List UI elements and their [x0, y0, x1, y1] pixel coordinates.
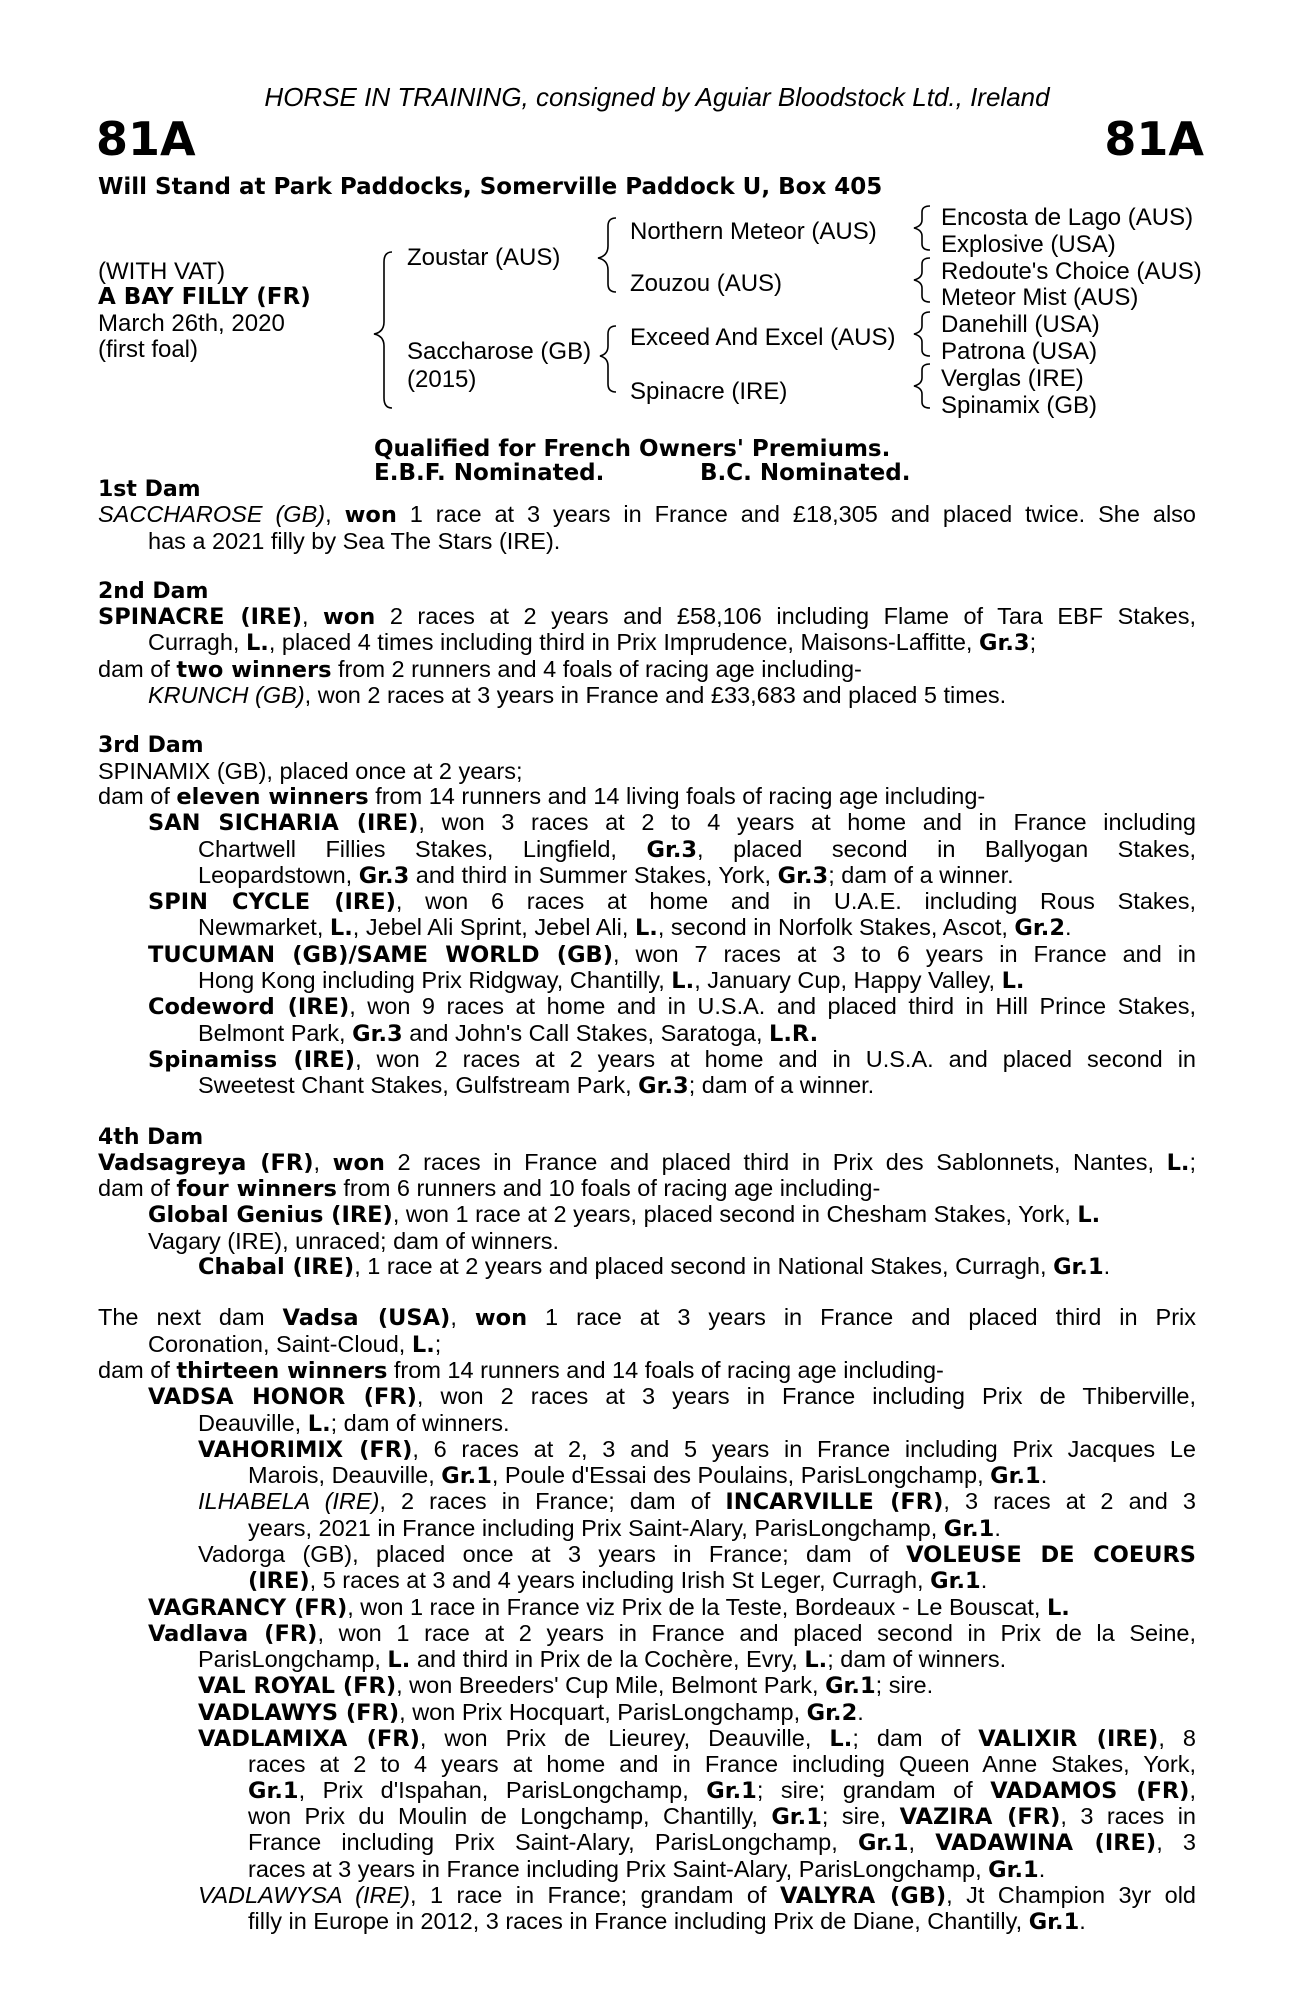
pedigree-sire: Zoustar (AUS) — [407, 244, 561, 271]
catalogue-line: Global Genius (IRE), won 1 race at 2 years, placed second in Chesham Stakes, York, L. — [148, 1201, 1101, 1229]
section-heading: 1st Dam — [98, 477, 201, 502]
catalogue-line: years, 2021 in France including Prix Saint-Alary, ParisLongchamp, Gr.1. — [248, 1514, 1001, 1542]
qualification-bc: B.C. Nominated. — [700, 460, 911, 486]
catalogue-line: dam of four winners from 6 runners and 10 foals of racing age including- — [98, 1175, 881, 1203]
catalogue-line: SAN SICHARIA (IRE), won 3 races at 2 to 4 years at home and in France including — [148, 809, 1196, 837]
catalogue-page-body — [98, 477, 1196, 1935]
catalogue-line: Marois, Deauville, Gr.1, Poule d'Essai des Poulains, ParisLongchamp, Gr.1. — [248, 1462, 1048, 1490]
catalogue-line: VAGRANCY (FR), won 1 race in France viz Prix de la Teste, Bordeaux - Le Bouscat, L. — [148, 1593, 1070, 1621]
catalogue-line: filly in Europe in 2012, 3 races in France including Prix de Diane, Chantilly, Gr.1. — [248, 1908, 1086, 1936]
catalogue-line: VADLAMIXA (FR), won Prix de Lieurey, Deauville, L.; dam of VALIXIR (IRE), 8 — [198, 1725, 1196, 1753]
catalogue-line: Vadsagreya (FR), won 2 races in France and placed third in Prix des Sablonnets, Nantes, L.; — [98, 1148, 1196, 1176]
catalogue-line: won Prix du Moulin de Longchamp, Chantilly, Gr.1; sire, VAZIRA (FR), 3 races in — [248, 1802, 1196, 1830]
qualification-premiums: Qualified for French Owners' Premiums. — [374, 436, 891, 462]
catalogue-line: dam of two winners from 2 runners and 4 foals of racing age including- — [98, 655, 862, 683]
catalogue-line: Newmarket, L., Jebel Ali Sprint, Jebel Ali, L., second in Norfolk Stakes, Ascot, Gr.2. — [198, 914, 1072, 942]
catalogue-line: Chabal (IRE), 1 race at 2 years and placed second in National Stakes, Curragh, Gr.1. — [198, 1253, 1111, 1281]
catalogue-line: Vagary (IRE), unraced; dam of winners. — [148, 1227, 559, 1254]
pedigree-g3-8: Spinamix (GB) — [941, 392, 1098, 419]
spacer — [98, 1280, 1196, 1305]
qualification-ebf: E.B.F. Nominated. — [374, 460, 605, 486]
pedigree-g3-1: Encosta de Lago (AUS) — [941, 204, 1194, 231]
catalogue-line: France including Prix Saint-Alary, ParisLongchamp, Gr.1, VADAWINA (IRE), 3 — [248, 1829, 1196, 1857]
spacer — [98, 554, 1196, 579]
catalogue-line: Curragh, L., placed 4 times including third in Prix Imprudence, Maisons-Laffitte, Gr.3; — [148, 629, 1037, 657]
catalogue-line: (IRE), 5 races at 3 and 4 years including Irish St Leger, Curragh, Gr.1. — [248, 1567, 988, 1595]
catalogue-line: Deauville, L.; dam of winners. — [198, 1409, 510, 1437]
catalogue-line: VADSA HONOR (FR), won 2 races at 3 years in France including Prix de Thiberville, — [148, 1383, 1197, 1411]
pedigree-g3-6: Patrona (USA) — [941, 338, 1098, 365]
pedigree-sire-sire: Northern Meteor (AUS) — [630, 218, 877, 245]
catalogue-line: dam of thirteen winners from 14 runners and 14 foals of racing age including- — [98, 1356, 944, 1384]
catalogue-line: Gr.1, Prix d'Ispahan, ParisLongchamp, Gr.1; sire; grandam of VADAMOS (FR), — [248, 1776, 1196, 1804]
catalogue-line: races at 2 to 4 years at home and in France including Queen Anne Stakes, York, — [248, 1751, 1196, 1778]
pedigree-g3-3: Redoute's Choice (AUS) — [941, 258, 1202, 285]
pedigree-g3-5: Danehill (USA) — [941, 311, 1100, 338]
horse-name: A BAY FILLY (FR) — [98, 284, 311, 310]
spacer — [98, 708, 1196, 733]
catalogue-line: VAHORIMIX (FR), 6 races at 2, 3 and 5 years in France including Prix Jacques Le — [198, 1435, 1196, 1463]
pedigree-dam-sire: Exceed And Excel (AUS) — [630, 324, 896, 351]
pedigree-dam-year: (2015) — [407, 366, 477, 393]
section-heading: 2nd Dam — [98, 578, 209, 604]
catalogue-line: Spinamiss (IRE), won 2 races at 2 years at home and in U.S.A. and placed second in — [148, 1045, 1196, 1073]
catalogue-line: Coronation, Saint-Cloud, L.; — [148, 1330, 442, 1358]
catalogue-line: SPINAMIX (GB), placed once at 2 years; — [98, 757, 523, 784]
catalogue-line: SPINACRE (IRE), won 2 races at 2 years and £58,106 including Flame of Tara EBF Stakes, — [98, 603, 1196, 631]
pedigree-dam: Saccharose (GB) — [407, 338, 592, 365]
pedigree-dam-dam: Spinacre (IRE) — [630, 378, 788, 405]
catalogue-line: Vadorga (GB), placed once at 3 years in France; dam of VOLEUSE DE COEURS — [198, 1540, 1196, 1568]
pedigree-g3-4: Meteor Mist (AUS) — [941, 284, 1139, 311]
catalogue-line: SACCHAROSE (GB), won 1 race at 3 years in France and £18,305 and placed twice. She also — [98, 501, 1197, 529]
catalogue-line: races at 3 years in France including Prix Saint-Alary, ParisLongchamp, Gr.1. — [248, 1855, 1046, 1883]
catalogue-line: VADLAWYS (FR), won Prix Hocquart, ParisLongchamp, Gr.2. — [198, 1698, 864, 1726]
catalogue-line: has a 2021 filly by Sea The Stars (IRE). — [148, 527, 561, 554]
catalogue-line: Leopardstown, Gr.3 and third in Summer Stakes, York, Gr.3; dam of a winner. — [198, 861, 1014, 889]
catalogue-line: The next dam Vadsa (USA), won 1 race at 3 years in France and placed third in Prix — [98, 1304, 1196, 1332]
section-heading: 3rd Dam — [98, 733, 204, 759]
catalogue-line: Chartwell Fillies Stakes, Lingfield, Gr.3, placed second in Ballyogan Stakes, — [198, 835, 1197, 863]
catalogue-line: VAL ROYAL (FR), won Breeders' Cup Mile, Belmont Park, Gr.1; sire. — [198, 1672, 934, 1700]
stand-location: Will Stand at Park Paddocks, Somerville Paddock U, Box 405 — [98, 174, 883, 200]
lot-number-left: 81A — [96, 112, 196, 166]
catalogue-line: SPIN CYCLE (IRE), won 6 races at home and in U.A.E. including Rous Stakes, — [148, 888, 1197, 916]
catalogue-line: ParisLongchamp, L. and third in Prix de la Cochère, Evry, L.; dam of winners. — [198, 1646, 1007, 1674]
pedigree-sire-dam: Zouzou (AUS) — [630, 270, 783, 297]
section-heading: 4th Dam — [98, 1124, 204, 1150]
catalogue-line: Belmont Park, Gr.3 and John's Call Stakes, Saratoga, L.R. — [198, 1019, 819, 1047]
catalogue-line: dam of eleven winners from 14 runners and 14 living foals of racing age including- — [98, 782, 986, 810]
catalogue-line: ILHABELA (IRE), 2 races in France; dam of INCARVILLE (FR), 3 races at 2 and 3 — [198, 1488, 1196, 1516]
lot-number-right: 81A — [1104, 112, 1204, 166]
catalogue-line: Hong Kong including Prix Ridgway, Chantilly, L., January Cup, Happy Valley, L. — [198, 967, 1025, 995]
pedigree-g3-7: Verglas (IRE) — [941, 365, 1084, 392]
spacer — [98, 1100, 1196, 1125]
catalogue-line: Sweetest Chant Stakes, Gulfstream Park, Gr.3; dam of a winner. — [198, 1072, 875, 1100]
catalogue-line: VADLAWYSA (IRE), 1 race in France; grandam of VALYRA (GB), Jt Champion 3yr old — [198, 1881, 1197, 1909]
sale-header: HORSE IN TRAINING, consigned by Aguiar Bloodstock Ltd., Ireland — [264, 82, 1050, 112]
catalogue-line: Vadlava (FR), won 1 race at 2 years in France and placed second in Prix de la Seine, — [148, 1619, 1197, 1647]
catalogue-line: KRUNCH (GB), won 2 races at 3 years in France and £33,683 and placed 5 times. — [148, 682, 1007, 709]
foaling-date: March 26th, 2020 — [98, 310, 285, 337]
vat-note: (WITH VAT) — [98, 258, 226, 285]
pedigree-g3-2: Explosive (USA) — [941, 231, 1116, 258]
catalogue-line: Codeword (IRE), won 9 races at home and in U.S.A. and placed third in Hill Prince Stakes, — [148, 993, 1196, 1021]
foal-note: (first foal) — [98, 336, 199, 363]
catalogue-line: TUCUMAN (GB)/SAME WORLD (GB), won 7 races at 3 to 6 years in France and in — [148, 940, 1196, 968]
